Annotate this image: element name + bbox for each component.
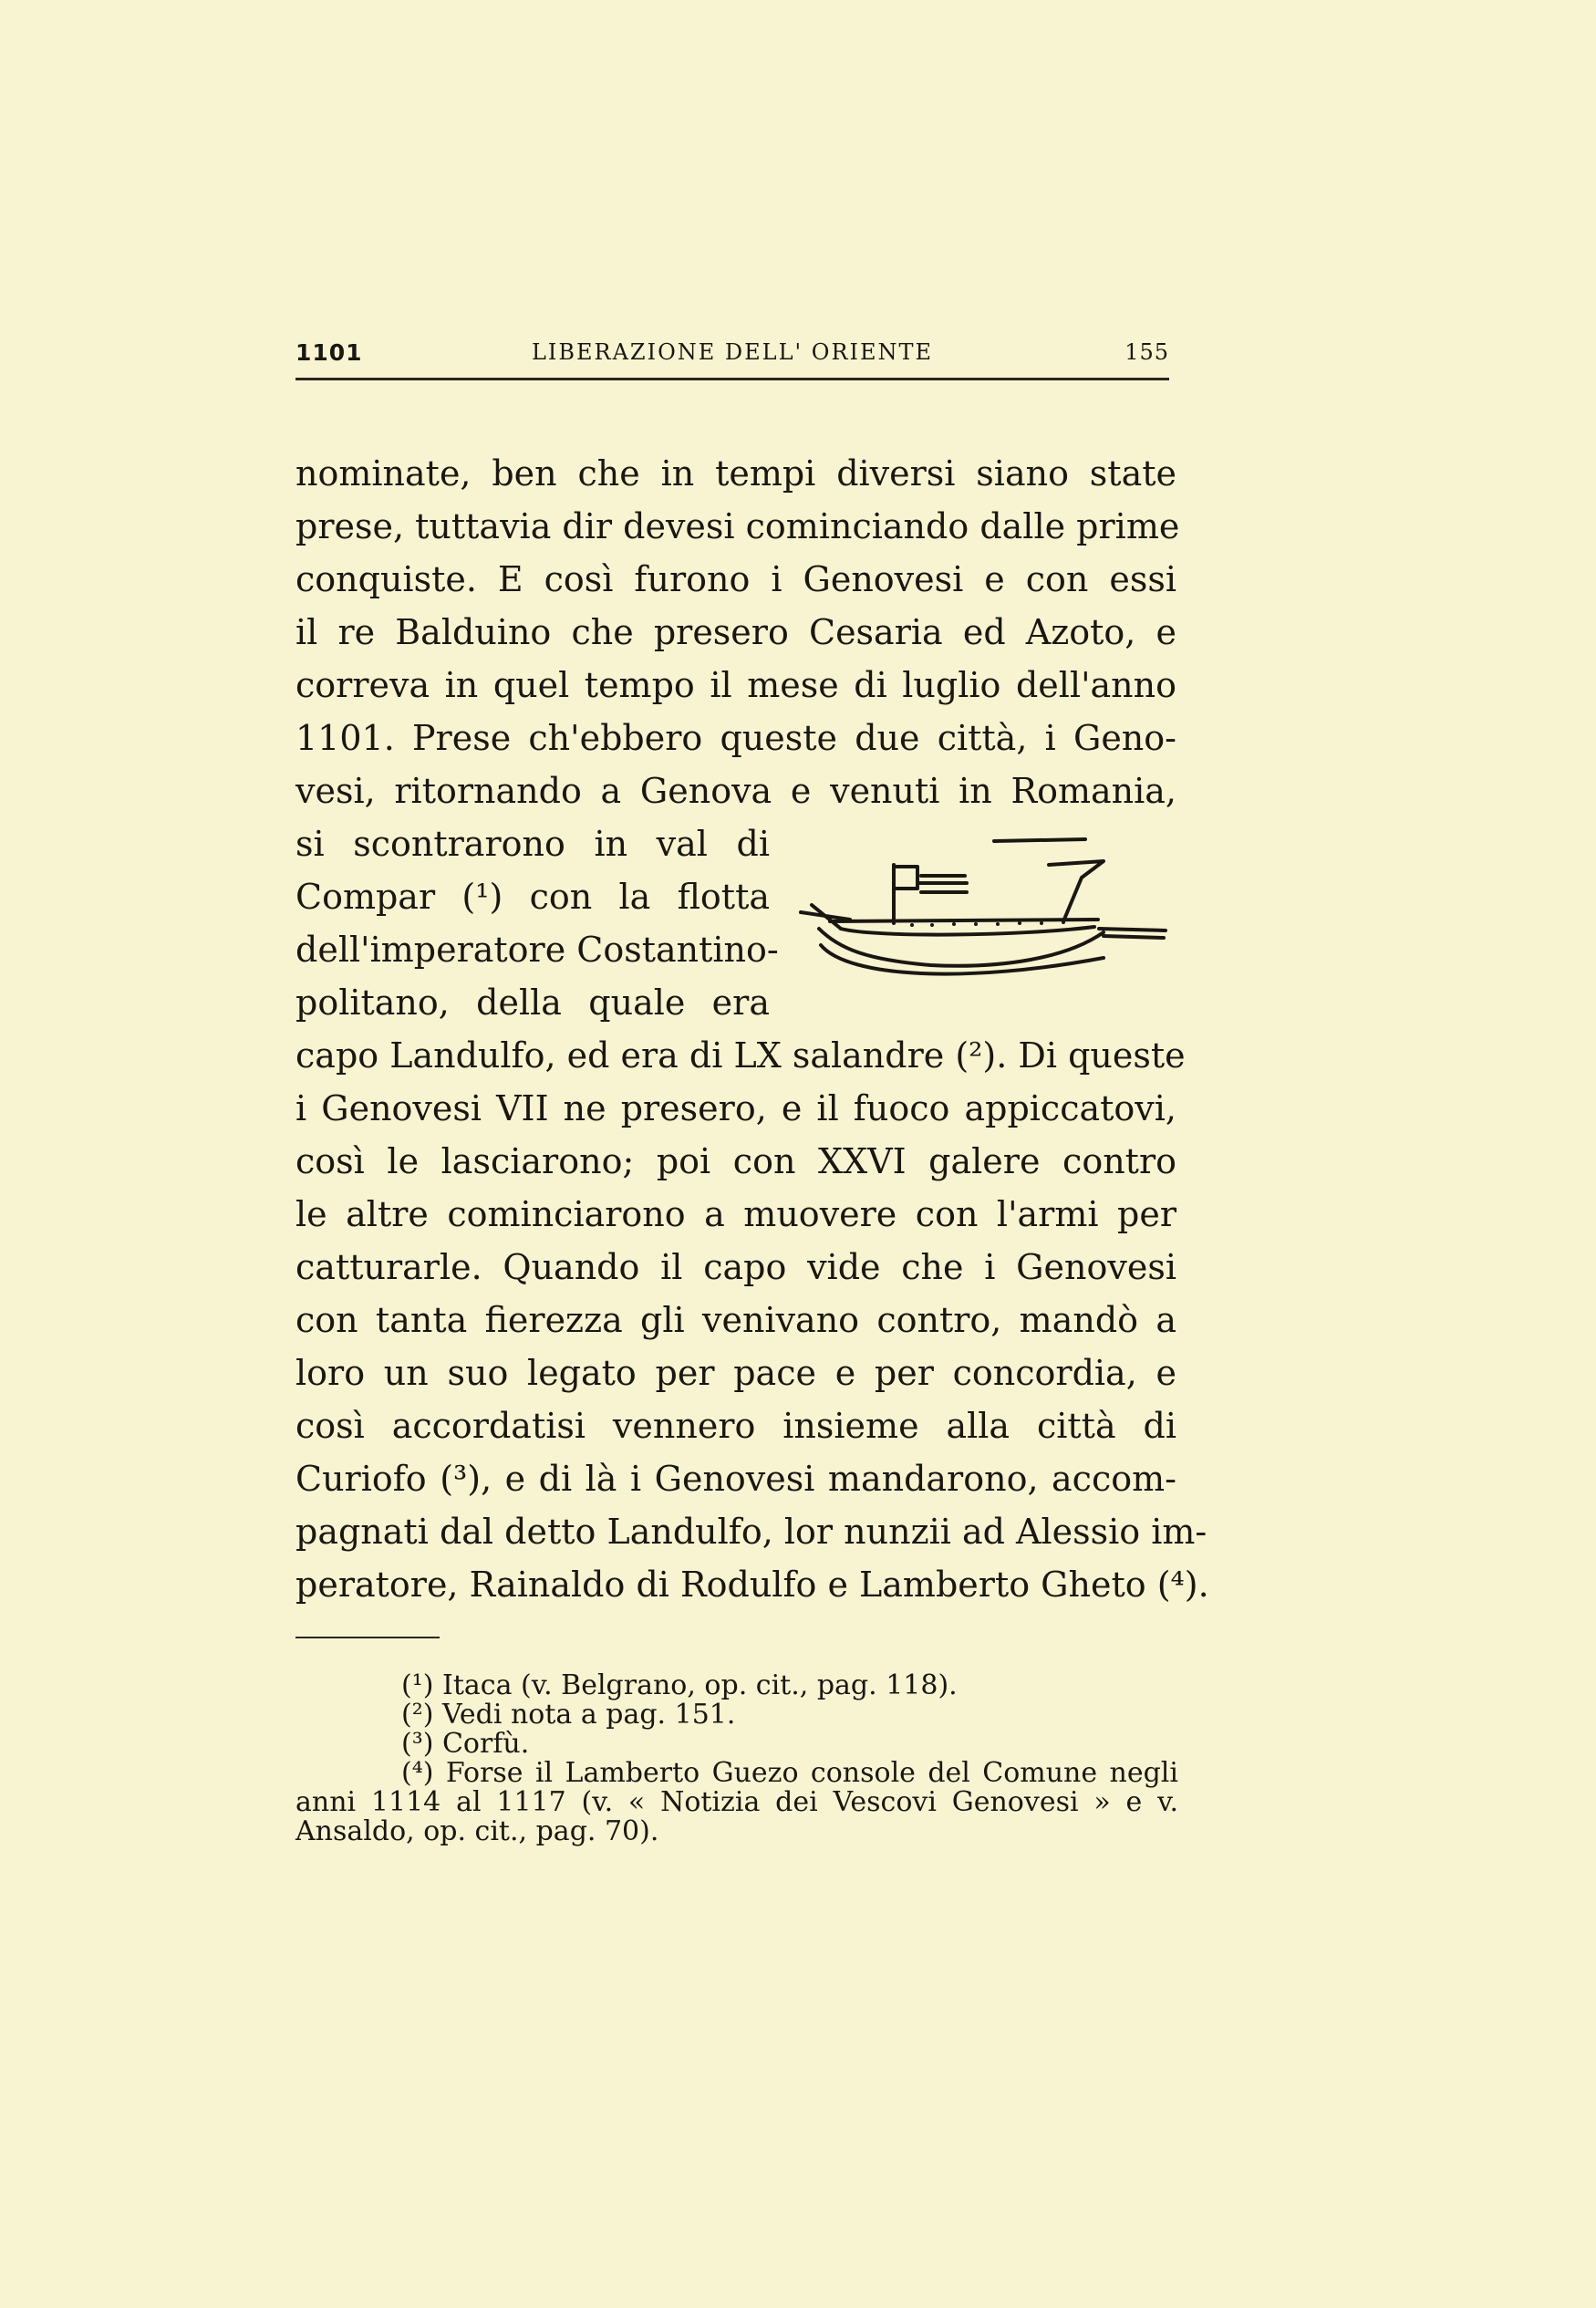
text-line: Compar (¹) con la flotta [295,877,770,917]
header-year: 1101 [295,339,363,366]
header-title: LIBERAZIONE DELL' ORIENTE [531,339,934,365]
text-line: capo Landulfo, ed era di LX salandre (²). Di queste [295,1035,1186,1076]
footnote-2: (²) Vedi nota a pag. 151. [401,1699,736,1731]
page-number: 155 [1124,339,1169,365]
footnote-3: (³) Corfù. [401,1728,530,1760]
text-line: così le lasciarono; poi con XXVI galere contro [295,1141,1176,1181]
text-line: 1101. Prese ch'ebbero queste due città, i Geno- [295,718,1176,758]
text-line: con tanta fierezza gli venivano contro, mandò a [295,1300,1176,1340]
text-line: prese, tuttavia dir devesi cominciando dalle prime [295,506,1180,546]
running-header [295,334,1169,370]
text-line: loro un suo legato per pace e per concordia, e [295,1353,1176,1393]
text-line: si scontrarono in val di [295,824,770,864]
text-line: dell'imperatore Costantino- [295,930,779,970]
text-line: Curiofo (³), e di là i Genovesi mandarono, accom- [295,1459,1176,1499]
text-line: pagnati dal detto Landulfo, lor nunzii ad Alessio im- [295,1512,1207,1552]
header-rule [295,378,1169,380]
text-line: i Genovesi VII ne presero, e il fuoco appiccatovi, [295,1088,1176,1128]
text-line: catturarle. Quando il capo vide che i Genovesi [295,1247,1176,1287]
ship-drawing [784,821,1176,1003]
text-line: il re Balduino che presero Cesaria ed Azoto, e [295,612,1176,652]
footnote-rule [295,1637,440,1638]
text-line: vesi, ritornando a Genova e venuti in Romania, [295,771,1176,811]
footnote-1: (¹) Itaca (v. Belgrano, op. cit., pag. 118). [401,1669,958,1701]
main-text [295,447,1209,1611]
text-line: conquiste. E così furono i Genovesi e con essi [295,559,1176,599]
text-line: le altre cominciarono a muovere con l'armi per [295,1194,1176,1234]
text-line: politano, della quale era [295,982,770,1023]
footnotes [295,1671,1178,1846]
text-line: peratore, Rainaldo di Rodulfo e Lamberto Gheto (⁴). [295,1565,1209,1605]
text-line: così accordatisi vennero insieme alla città di [295,1406,1176,1446]
text-line: nominate, ben che in tempi diversi siano state [295,453,1176,494]
text-line: correva in quel tempo il mese di luglio dell'anno [295,665,1176,705]
footnote-4: (⁴) Forse il Lamberto Guezo console del Comune negli anni 1114 al 1117 (v. « Notizia dei Vescovi Genovesi » e v. Ansaldo, op. cit., pag. 70). [295,1757,1178,1847]
